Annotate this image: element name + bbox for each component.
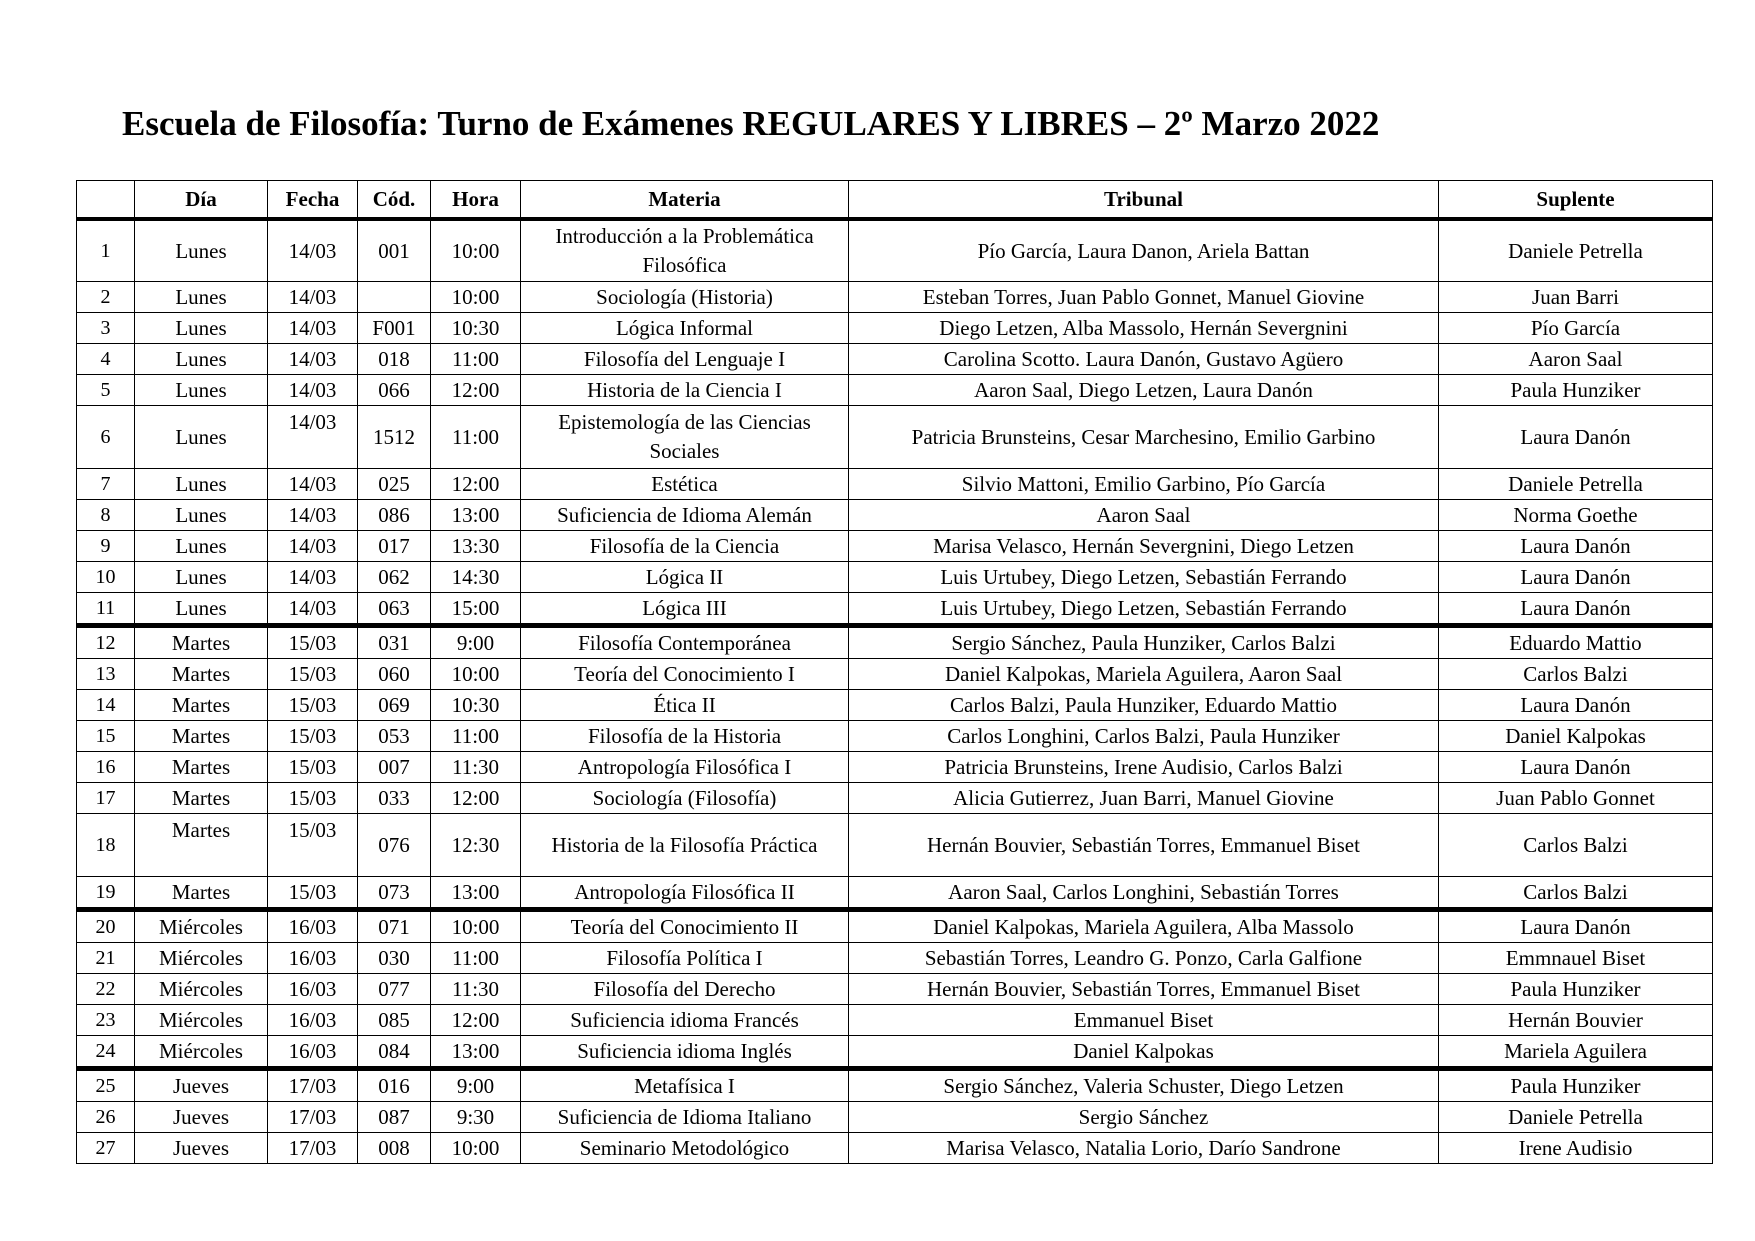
table-row <box>77 406 1713 469</box>
code-cell: 063 <box>358 593 431 626</box>
day-cell: Martes <box>135 721 268 752</box>
table-row <box>77 469 1713 500</box>
substitute-cell: Mariela Aguilera <box>1439 1036 1713 1069</box>
substitute-cell: Laura Danón <box>1439 562 1713 593</box>
tribunal-cell: Silvio Mattoni, Emilio Garbino, Pío García <box>849 469 1439 500</box>
table-row <box>77 1069 1713 1102</box>
subject-cell: Antropología Filosófica I <box>521 752 849 783</box>
row-number: 15 <box>77 721 135 752</box>
tribunal-cell: Marisa Velasco, Natalia Lorio, Darío Sandrone <box>849 1133 1439 1164</box>
day-cell: Martes <box>135 690 268 721</box>
tribunal-cell: Patricia Brunsteins, Cesar Marchesino, Emilio Garbino <box>849 406 1439 469</box>
row-number: 19 <box>77 877 135 910</box>
row-number: 4 <box>77 344 135 375</box>
date-cell: 14/03 <box>268 282 358 313</box>
time-cell: 12:00 <box>431 375 521 406</box>
code-cell: 053 <box>358 721 431 752</box>
date-cell: 15/03 <box>268 783 358 814</box>
tribunal-cell: Daniel Kalpokas, Mariela Aguilera, Aaron Saal <box>849 659 1439 690</box>
table-row <box>77 974 1713 1005</box>
date-cell: 14/03 <box>268 531 358 562</box>
substitute-cell: Pío García <box>1439 313 1713 344</box>
substitute-cell: Carlos Balzi <box>1439 659 1713 690</box>
tribunal-cell: Marisa Velasco, Hernán Severgnini, Diego Letzen <box>849 531 1439 562</box>
tribunal-cell: Sergio Sánchez, Valeria Schuster, Diego Letzen <box>849 1069 1439 1102</box>
day-cell: Martes <box>135 659 268 690</box>
code-cell: 007 <box>358 752 431 783</box>
header-fecha: Fecha <box>268 181 358 220</box>
tribunal-cell: Carlos Longhini, Carlos Balzi, Paula Hunziker <box>849 721 1439 752</box>
substitute-cell: Paula Hunziker <box>1439 1069 1713 1102</box>
code-cell: 030 <box>358 943 431 974</box>
subject-cell: Ética II <box>521 690 849 721</box>
date-cell: 14/03 <box>268 500 358 531</box>
time-cell: 9:30 <box>431 1102 521 1133</box>
tribunal-cell: Carlos Balzi, Paula Hunziker, Eduardo Mattio <box>849 690 1439 721</box>
subject-cell: Suficiencia de Idioma Alemán <box>521 500 849 531</box>
day-cell: Lunes <box>135 593 268 626</box>
time-cell: 12:00 <box>431 469 521 500</box>
table-row <box>77 1005 1713 1036</box>
date-cell: 17/03 <box>268 1133 358 1164</box>
table-row <box>77 219 1713 282</box>
tribunal-cell: Luis Urtubey, Diego Letzen, Sebastián Ferrando <box>849 562 1439 593</box>
date-cell: 16/03 <box>268 910 358 943</box>
row-number: 12 <box>77 626 135 659</box>
code-cell: 087 <box>358 1102 431 1133</box>
table-header-row <box>77 181 1713 220</box>
substitute-cell: Daniele Petrella <box>1439 219 1713 282</box>
tribunal-cell: Luis Urtubey, Diego Letzen, Sebastián Ferrando <box>849 593 1439 626</box>
date-cell: 15/03 <box>268 690 358 721</box>
row-number: 20 <box>77 910 135 943</box>
time-cell: 13:00 <box>431 500 521 531</box>
subject-cell: Sociología (Filosofía) <box>521 783 849 814</box>
code-cell: 066 <box>358 375 431 406</box>
header-dia: Día <box>135 181 268 220</box>
day-cell: Lunes <box>135 500 268 531</box>
row-number: 14 <box>77 690 135 721</box>
day-cell: Martes <box>135 626 268 659</box>
row-number: 13 <box>77 659 135 690</box>
time-cell: 13:30 <box>431 531 521 562</box>
date-cell: 15/03 <box>268 752 358 783</box>
day-cell: Lunes <box>135 219 268 282</box>
day-cell: Miércoles <box>135 943 268 974</box>
subject-cell: Teoría del Conocimiento II <box>521 910 849 943</box>
date-cell: 15/03 <box>268 626 358 659</box>
tribunal-cell: Hernán Bouvier, Sebastián Torres, Emmanuel Biset <box>849 814 1439 877</box>
table-row <box>77 1102 1713 1133</box>
time-cell: 10:00 <box>431 659 521 690</box>
subject-cell: Lógica III <box>521 593 849 626</box>
header-tribunal: Tribunal <box>849 181 1439 220</box>
subject-cell: Estética <box>521 469 849 500</box>
table-row <box>77 593 1713 626</box>
code-cell: 076 <box>358 814 431 877</box>
subject-cell: Filosofía de la Historia <box>521 721 849 752</box>
day-cell: Lunes <box>135 282 268 313</box>
tribunal-cell: Emmanuel Biset <box>849 1005 1439 1036</box>
tribunal-cell: Sebastián Torres, Leandro G. Ponzo, Carla Galfione <box>849 943 1439 974</box>
row-number: 16 <box>77 752 135 783</box>
subject-cell: Suficiencia de Idioma Italiano <box>521 1102 849 1133</box>
tribunal-cell: Hernán Bouvier, Sebastián Torres, Emmanuel Biset <box>849 974 1439 1005</box>
substitute-cell: Laura Danón <box>1439 752 1713 783</box>
code-cell: 031 <box>358 626 431 659</box>
row-number: 25 <box>77 1069 135 1102</box>
code-cell: 069 <box>358 690 431 721</box>
date-cell: 17/03 <box>268 1069 358 1102</box>
row-number: 5 <box>77 375 135 406</box>
row-number: 18 <box>77 814 135 877</box>
substitute-cell: Emmnauel Biset <box>1439 943 1713 974</box>
time-cell: 11:00 <box>431 721 521 752</box>
tribunal-cell: Patricia Brunsteins, Irene Audisio, Carlos Balzi <box>849 752 1439 783</box>
date-cell: 15/03 <box>268 814 358 877</box>
table-row <box>77 562 1713 593</box>
row-number: 11 <box>77 593 135 626</box>
time-cell: 10:30 <box>431 313 521 344</box>
time-cell: 11:30 <box>431 974 521 1005</box>
header-materia: Materia <box>521 181 849 220</box>
substitute-cell: Irene Audisio <box>1439 1133 1713 1164</box>
day-cell: Martes <box>135 814 268 877</box>
substitute-cell: Laura Danón <box>1439 910 1713 943</box>
time-cell: 10:00 <box>431 219 521 282</box>
substitute-cell: Norma Goethe <box>1439 500 1713 531</box>
table-row <box>77 375 1713 406</box>
table-body <box>77 219 1713 1164</box>
table-row <box>77 690 1713 721</box>
time-cell: 12:00 <box>431 1005 521 1036</box>
time-cell: 14:30 <box>431 562 521 593</box>
substitute-cell: Juan Barri <box>1439 282 1713 313</box>
day-cell: Lunes <box>135 531 268 562</box>
header-hora: Hora <box>431 181 521 220</box>
tribunal-cell: Carolina Scotto. Laura Danón, Gustavo Agüero <box>849 344 1439 375</box>
day-cell: Lunes <box>135 375 268 406</box>
table-row <box>77 721 1713 752</box>
code-cell <box>358 282 431 313</box>
date-cell: 16/03 <box>268 943 358 974</box>
code-cell: 016 <box>358 1069 431 1102</box>
header-number <box>77 181 135 220</box>
row-number: 2 <box>77 282 135 313</box>
date-cell: 15/03 <box>268 721 358 752</box>
subject-cell: Teoría del Conocimiento I <box>521 659 849 690</box>
date-cell: 14/03 <box>268 344 358 375</box>
row-number: 6 <box>77 406 135 469</box>
time-cell: 12:00 <box>431 783 521 814</box>
time-cell: 10:30 <box>431 690 521 721</box>
time-cell: 9:00 <box>431 626 521 659</box>
subject-cell: Filosofía de la Ciencia <box>521 531 849 562</box>
date-cell: 15/03 <box>268 659 358 690</box>
substitute-cell: Aaron Saal <box>1439 344 1713 375</box>
day-cell: Lunes <box>135 344 268 375</box>
subject-cell: Lógica II <box>521 562 849 593</box>
tribunal-cell: Daniel Kalpokas <box>849 1036 1439 1069</box>
tribunal-cell: Sergio Sánchez <box>849 1102 1439 1133</box>
time-cell: 10:00 <box>431 910 521 943</box>
day-cell: Jueves <box>135 1102 268 1133</box>
code-cell: 077 <box>358 974 431 1005</box>
header-suplente: Suplente <box>1439 181 1713 220</box>
substitute-cell: Daniel Kalpokas <box>1439 721 1713 752</box>
date-cell: 16/03 <box>268 1005 358 1036</box>
date-cell: 14/03 <box>268 406 358 469</box>
substitute-cell: Hernán Bouvier <box>1439 1005 1713 1036</box>
table-row <box>77 814 1713 877</box>
code-cell: 008 <box>358 1133 431 1164</box>
subject-cell: Suficiencia idioma Inglés <box>521 1036 849 1069</box>
day-cell: Jueves <box>135 1069 268 1102</box>
day-cell: Lunes <box>135 469 268 500</box>
substitute-cell: Carlos Balzi <box>1439 814 1713 877</box>
day-cell: Martes <box>135 877 268 910</box>
date-cell: 14/03 <box>268 469 358 500</box>
table-row <box>77 1036 1713 1069</box>
day-cell: Lunes <box>135 313 268 344</box>
code-cell: F001 <box>358 313 431 344</box>
date-cell: 16/03 <box>268 974 358 1005</box>
code-cell: 086 <box>358 500 431 531</box>
code-cell: 084 <box>358 1036 431 1069</box>
header-cod: Cód. <box>358 181 431 220</box>
table-row <box>77 659 1713 690</box>
substitute-cell: Daniele Petrella <box>1439 469 1713 500</box>
subject-cell: Antropología Filosófica II <box>521 877 849 910</box>
day-cell: Miércoles <box>135 974 268 1005</box>
substitute-cell: Laura Danón <box>1439 593 1713 626</box>
day-cell: Lunes <box>135 406 268 469</box>
subject-cell: Seminario Metodológico <box>521 1133 849 1164</box>
time-cell: 10:00 <box>431 1133 521 1164</box>
day-cell: Miércoles <box>135 1005 268 1036</box>
tribunal-cell: Aaron Saal, Diego Letzen, Laura Danón <box>849 375 1439 406</box>
time-cell: 11:30 <box>431 752 521 783</box>
code-cell: 025 <box>358 469 431 500</box>
substitute-cell: Paula Hunziker <box>1439 375 1713 406</box>
subject-cell: Filosofía del Lenguaje I <box>521 344 849 375</box>
table-row <box>77 752 1713 783</box>
subject-cell: Metafísica I <box>521 1069 849 1102</box>
subject-cell: Epistemología de las Ciencias Sociales <box>521 406 849 469</box>
row-number: 3 <box>77 313 135 344</box>
table-row <box>77 282 1713 313</box>
tribunal-cell: Esteban Torres, Juan Pablo Gonnet, Manuel Giovine <box>849 282 1439 313</box>
tribunal-cell: Diego Letzen, Alba Massolo, Hernán Severgnini <box>849 313 1439 344</box>
row-number: 21 <box>77 943 135 974</box>
row-number: 24 <box>77 1036 135 1069</box>
table-row <box>77 1133 1713 1164</box>
row-number: 1 <box>77 219 135 282</box>
table-row <box>77 500 1713 531</box>
row-number: 7 <box>77 469 135 500</box>
code-cell: 060 <box>358 659 431 690</box>
subject-cell: Filosofía del Derecho <box>521 974 849 1005</box>
table-row <box>77 877 1713 910</box>
code-cell: 073 <box>358 877 431 910</box>
table-row <box>77 531 1713 562</box>
subject-cell: Lógica Informal <box>521 313 849 344</box>
time-cell: 9:00 <box>431 1069 521 1102</box>
subject-cell: Sociología (Historia) <box>521 282 849 313</box>
substitute-cell: Laura Danón <box>1439 690 1713 721</box>
code-cell: 1512 <box>358 406 431 469</box>
substitute-cell: Eduardo Mattio <box>1439 626 1713 659</box>
date-cell: 16/03 <box>268 1036 358 1069</box>
code-cell: 001 <box>358 219 431 282</box>
day-cell: Miércoles <box>135 910 268 943</box>
date-cell: 17/03 <box>268 1102 358 1133</box>
day-cell: Jueves <box>135 1133 268 1164</box>
substitute-cell: Daniele Petrella <box>1439 1102 1713 1133</box>
tribunal-cell: Aaron Saal, Carlos Longhini, Sebastián Torres <box>849 877 1439 910</box>
row-number: 8 <box>77 500 135 531</box>
row-number: 27 <box>77 1133 135 1164</box>
date-cell: 14/03 <box>268 375 358 406</box>
date-cell: 15/03 <box>268 877 358 910</box>
time-cell: 11:00 <box>431 344 521 375</box>
row-number: 9 <box>77 531 135 562</box>
table-row <box>77 313 1713 344</box>
date-cell: 14/03 <box>268 219 358 282</box>
date-cell: 14/03 <box>268 562 358 593</box>
tribunal-cell: Sergio Sánchez, Paula Hunziker, Carlos Balzi <box>849 626 1439 659</box>
substitute-cell: Juan Pablo Gonnet <box>1439 783 1713 814</box>
code-cell: 033 <box>358 783 431 814</box>
subject-cell: Historia de la Ciencia I <box>521 375 849 406</box>
date-cell: 14/03 <box>268 593 358 626</box>
code-cell: 062 <box>358 562 431 593</box>
page-title: Escuela de Filosofía: Turno de Exámenes REGULARES Y LIBRES – 2º Marzo 2022 <box>122 104 1380 143</box>
time-cell: 13:00 <box>431 1036 521 1069</box>
time-cell: 15:00 <box>431 593 521 626</box>
code-cell: 017 <box>358 531 431 562</box>
tribunal-cell: Aaron Saal <box>849 500 1439 531</box>
row-number: 17 <box>77 783 135 814</box>
table-row <box>77 626 1713 659</box>
time-cell: 10:00 <box>431 282 521 313</box>
tribunal-cell: Alicia Gutierrez, Juan Barri, Manuel Giovine <box>849 783 1439 814</box>
subject-cell: Introducción a la Problemática Filosófica <box>521 219 849 282</box>
substitute-cell: Carlos Balzi <box>1439 877 1713 910</box>
subject-cell: Suficiencia idioma Francés <box>521 1005 849 1036</box>
time-cell: 11:00 <box>431 406 521 469</box>
day-cell: Martes <box>135 783 268 814</box>
tribunal-cell: Pío García, Laura Danon, Ariela Battan <box>849 219 1439 282</box>
code-cell: 085 <box>358 1005 431 1036</box>
exam-schedule-table <box>76 180 1713 1164</box>
row-number: 26 <box>77 1102 135 1133</box>
day-cell: Miércoles <box>135 1036 268 1069</box>
subject-cell: Filosofía Contemporánea <box>521 626 849 659</box>
substitute-cell: Paula Hunziker <box>1439 974 1713 1005</box>
table-row <box>77 910 1713 943</box>
subject-cell: Filosofía Política I <box>521 943 849 974</box>
day-cell: Lunes <box>135 562 268 593</box>
time-cell: 11:00 <box>431 943 521 974</box>
code-cell: 018 <box>358 344 431 375</box>
time-cell: 13:00 <box>431 877 521 910</box>
substitute-cell: Laura Danón <box>1439 531 1713 562</box>
row-number: 22 <box>77 974 135 1005</box>
substitute-cell: Laura Danón <box>1439 406 1713 469</box>
date-cell: 14/03 <box>268 313 358 344</box>
time-cell: 12:30 <box>431 814 521 877</box>
table-row <box>77 344 1713 375</box>
row-number: 23 <box>77 1005 135 1036</box>
code-cell: 071 <box>358 910 431 943</box>
table-row <box>77 943 1713 974</box>
row-number: 10 <box>77 562 135 593</box>
day-cell: Martes <box>135 752 268 783</box>
tribunal-cell: Daniel Kalpokas, Mariela Aguilera, Alba Massolo <box>849 910 1439 943</box>
subject-cell: Historia de la Filosofía Práctica <box>521 814 849 877</box>
table-row <box>77 783 1713 814</box>
